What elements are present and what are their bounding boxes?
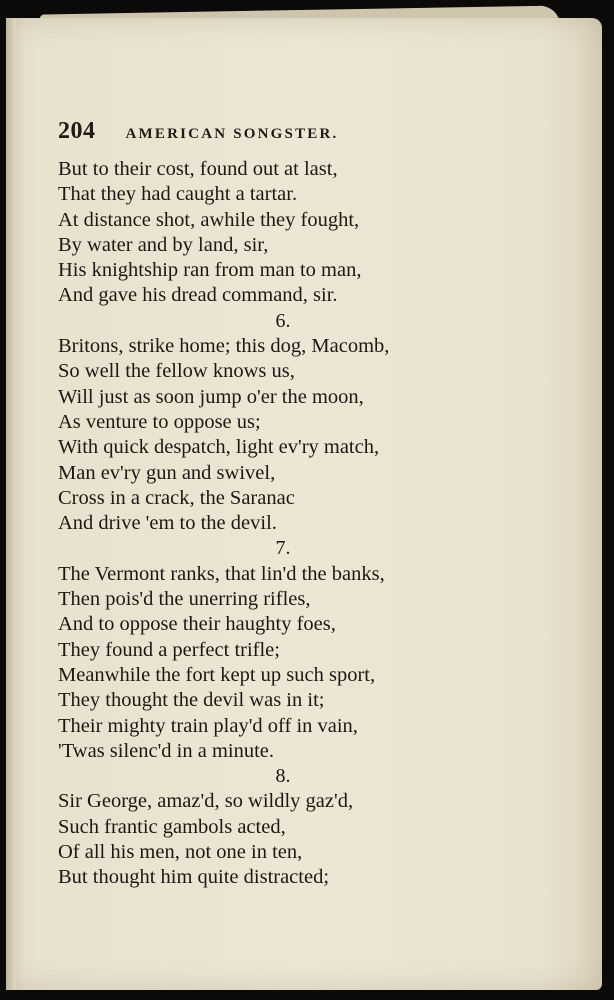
page-header: [58, 118, 538, 145]
poem-line: Will just as soon jump o'er the moon,: [58, 385, 364, 408]
poem-line: At distance shot, awhile they fought,: [58, 208, 360, 231]
verse-number: 8.: [275, 765, 291, 788]
poem-line: And drive 'em to the devil.: [58, 512, 277, 535]
poem-line: That they had caught a tartar.: [58, 183, 298, 206]
poem-line: The Vermont ranks, that lin'd the banks,: [58, 562, 385, 585]
poem-line: They found a perfect trifle;: [58, 638, 280, 661]
poem-line: Man ev'ry gun and swivel,: [58, 461, 276, 484]
poem-line: Of all his men, not one in ten,: [58, 841, 303, 864]
poem-line: By water and by land, sir,: [58, 233, 269, 256]
poem-line: But to their cost, found out at last,: [58, 158, 338, 180]
poem-line: His knightship ran from man to man,: [58, 259, 362, 282]
verse-number: 6.: [275, 309, 291, 332]
poem-line: They thought the devil was in it;: [58, 689, 325, 712]
poem-line: Such frantic gambols acted,: [58, 815, 286, 838]
poem-line: And to oppose their haughty foes,: [58, 613, 336, 636]
poem-line: Sir George, amaz'd, so wildly gaz'd,: [58, 790, 354, 813]
poem-line: And gave his dread command, sir.: [58, 284, 338, 307]
poem-line: Meanwhile the fort kept up such sport,: [58, 663, 376, 686]
page-number: 204: [58, 118, 96, 144]
verse-number: 7.: [275, 537, 291, 560]
running-head: AMERICAN SONGSTER.: [125, 126, 339, 142]
page-gutter: [6, 18, 16, 990]
poem-line: Then pois'd the unerring rifles,: [58, 588, 311, 611]
poem-line: With quick despatch, light ev'ry match,: [58, 436, 380, 459]
poem-line: So well the fellow knows us,: [58, 360, 295, 383]
poem-line: Cross in a crack, the Saranac: [58, 486, 295, 509]
poem-line: As venture to oppose us;: [58, 410, 261, 433]
poem-line: Their mighty train play'd off in vain,: [58, 714, 358, 737]
poem-line: But thought him quite distracted;: [58, 866, 330, 889]
poem-line: 'Twas silenc'd in a minute.: [58, 739, 275, 762]
poem-text: [58, 157, 498, 891]
poem-line: Britons, strike home; this dog, Macomb,: [58, 335, 390, 358]
